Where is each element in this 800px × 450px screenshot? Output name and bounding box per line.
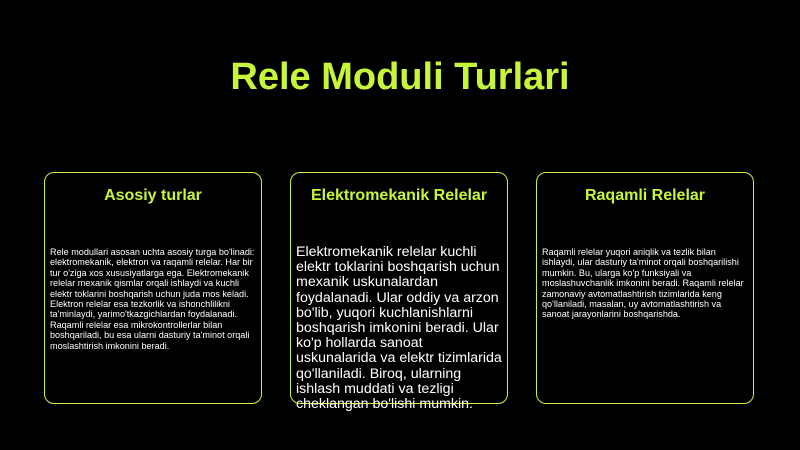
card-body: Rele modullari asosan uchta asosiy turga bo'linadi: elektromekanik, elektron va raqamli relelar. Har bir tur o'ziga xos xususiyatlarga ega. Elektromekanik relelar mexanik qismlar orqali ishlaydi va kuchli elektr toklarini boshqarish uchun juda mos keladi. Elektron relelar esa tezkorlik va ishonchlilikni ta'minlaydi, yarimo'tkazgichlardan foydalanadi. Raqamli relelar esa mikrokontrollerlar bilan boshqariladi, bu esa ularni dasturiy ta'minot orqali moslashtirish imkonini beradi. [50,247,255,351]
card-title: Raqamli Relelar [584,187,706,204]
card-raqamli-relelar [536,172,754,404]
card-title: Elektromekanik Relelar [310,187,488,204]
card-body: Elektromekanik relelar kuchli elektr toklarini boshqarish uchun mexanik uskunalardan foydalanadi. Ular oddiy va arzon bo'lib, yuqori kuchlanishlarni boshqarish imkonini beradi. Ular ko'p hollarda sanoat uskunalarida va elektr tizimlarida qo'llaniladi. Biroq, ularning ishlash muddati va tezligi cheklangan bo'lishi mumkin. [296,244,502,413]
card-title: Asosiy turlar [104,187,202,204]
card-elektromekanik-relelar [290,172,508,413]
card-asosiy-turlar [44,172,262,404]
slide-title: Rele Moduli Turlari [230,56,570,98]
card-body: Raqamli relelar yuqori aniqlik va tezlik bilan ishlaydi, ular dasturiy ta'minot orqali boshqarilishi mumkin. Bu, ularga ko'p funksiyali va moslashuvchanlik imkonini beradi. Raqamli relelar zamonaviy avtomatlashtirish tizimlarida keng qo'llaniladi, masalan, uy avtomatlashtirish va sanoat jarayonlarini boshqarishda. [542,247,744,320]
